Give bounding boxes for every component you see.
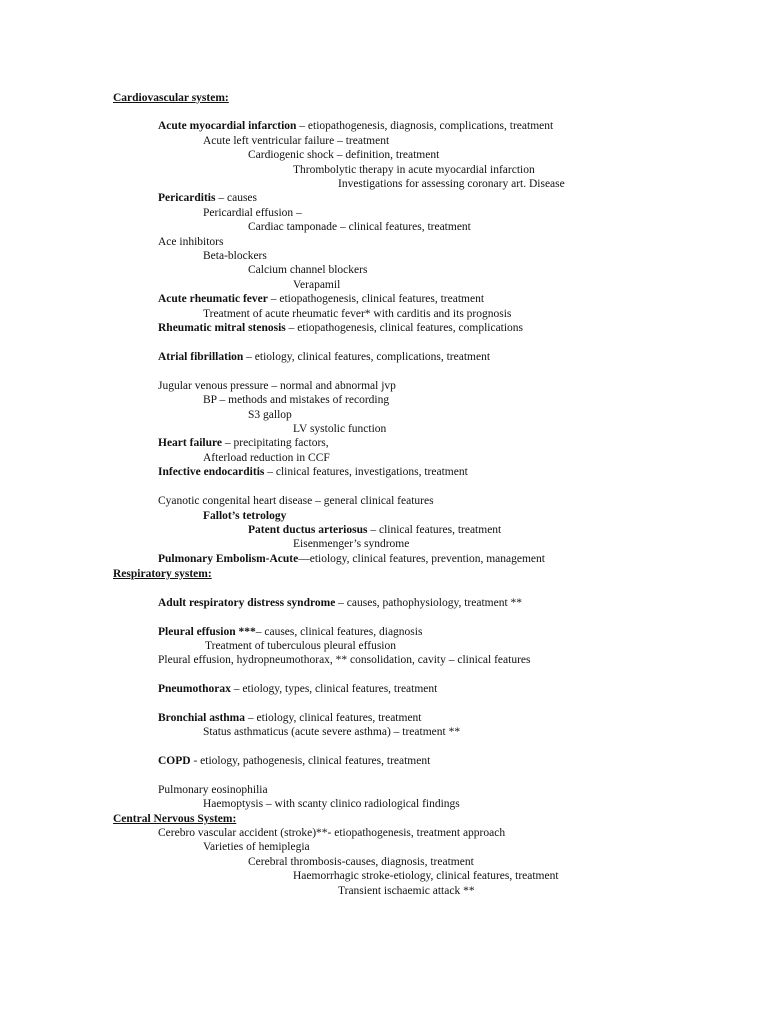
- detail: – etiopathogenesis, diagnosis, complications, treatment: [296, 120, 554, 132]
- detail: – etiopathogenesis, clinical features, complications: [285, 322, 524, 334]
- line-tia: Transient ischaemic attack **: [338, 885, 475, 897]
- term: Bronchial asthma: [158, 712, 246, 724]
- term: Acute myocardial infarction: [158, 120, 297, 132]
- line-status-asthmaticus: Status asthmaticus (acute severe asthma) – treatment **: [203, 726, 461, 738]
- line-acute-myocardial-infarction: [158, 119, 553, 133]
- term: Patent ductus arteriosus: [248, 524, 368, 536]
- line-jvp: Jugular venous pressure – normal and abnormal jvp: [158, 380, 396, 392]
- line-fallot: [203, 509, 286, 523]
- line-beta-blockers: Beta-blockers: [203, 250, 267, 262]
- term: Heart failure: [158, 437, 222, 449]
- detail: – etiology, types, clinical features, treatment: [230, 683, 438, 695]
- line-infective-endocarditis: [158, 465, 468, 479]
- line-haemorrhagic-stroke: Haemorrhagic stroke-etiology, clinical features, treatment: [293, 870, 559, 882]
- line-eisenmenger: Eisenmenger’s syndrome: [293, 538, 410, 550]
- term: Fallot’s tetrology: [203, 510, 287, 522]
- section-heading-cardiovascular: Cardiovascular system:: [113, 92, 229, 104]
- term: Atrial fibrillation: [158, 351, 244, 363]
- detail: – etiology, clinical features, complications, treatment: [243, 351, 491, 363]
- line-s3-gallop: S3 gallop: [248, 409, 292, 421]
- line-pulmonary-embolism: [158, 552, 545, 566]
- line-tb-pleural-effusion: Treatment of tuberculous pleural effusion: [205, 640, 396, 652]
- detail: – precipitating factors,: [221, 437, 329, 449]
- line-cardiogenic-shock: Cardiogenic shock – definition, treatment: [248, 149, 440, 161]
- section-heading-cns: Central Nervous System:: [113, 813, 237, 825]
- line-arf-treatment: Treatment of acute rheumatic fever* with carditis and its prognosis: [203, 308, 512, 320]
- term: Acute rheumatic fever: [158, 293, 268, 305]
- line-cardiac-tamponade: Cardiac tamponade – clinical features, treatment: [248, 221, 471, 233]
- line-thrombolytic-therapy: Thrombolytic therapy in acute myocardial infarction: [293, 164, 535, 176]
- line-cerebral-thrombosis: Cerebral thrombosis-causes, diagnosis, treatment: [248, 856, 474, 868]
- line-acute-lvf: Acute left ventricular failure – treatment: [203, 135, 390, 147]
- line-copd: [158, 754, 430, 768]
- section-heading-respiratory: Respiratory system:: [113, 568, 212, 580]
- detail: – clinical features, treatment: [367, 524, 502, 536]
- detail: – causes, clinical features, diagnosis: [255, 626, 423, 638]
- line-pulmonary-eosinophilia: Pulmonary eosinophilia: [158, 784, 268, 796]
- line-pda: [248, 523, 501, 537]
- line-acute-rheumatic-fever: [158, 292, 484, 306]
- line-haemoptysis: Haemoptysis – with scanty clinico radiological findings: [203, 798, 460, 810]
- line-heart-failure: [158, 436, 329, 450]
- line-pericarditis: [158, 191, 257, 205]
- line-cyanotic-chd: Cyanotic congenital heart disease – general clinical features: [158, 495, 434, 507]
- term: Pericarditis: [158, 192, 216, 204]
- term: Pleural effusion ***: [158, 626, 256, 638]
- detail: - etiology, pathogenesis, clinical features, treatment: [190, 755, 431, 767]
- line-investigations: Investigations for assessing coronary art. Disease: [338, 178, 565, 190]
- line-ace-inhibitors: Ace inhibitors: [158, 236, 224, 248]
- detail: —etiology, clinical features, prevention, management: [298, 553, 545, 565]
- line-afterload: Afterload reduction in CCF: [203, 452, 330, 464]
- detail: – causes: [215, 192, 257, 204]
- line-cva: Cerebro vascular accident (stroke)**- etiopathogenesis, treatment approach: [158, 827, 506, 839]
- term: Pulmonary Embolism-Acute: [158, 553, 299, 565]
- term: Pneumothorax: [158, 683, 231, 695]
- line-rheumatic-mitral-stenosis: [158, 321, 523, 335]
- term: Adult respiratory distress syndrome: [158, 597, 336, 609]
- line-bp: BP – methods and mistakes of recording: [203, 394, 390, 406]
- detail: – causes, pathophysiology, treatment **: [335, 597, 523, 609]
- line-pleural-hydropneumothorax: Pleural effusion, hydropneumothorax, ** consolidation, cavity – clinical features: [158, 654, 531, 666]
- detail: – clinical features, investigations, treatment: [264, 466, 468, 478]
- term: Infective endocarditis: [158, 466, 265, 478]
- detail: – etiopathogenesis, clinical features, treatment: [267, 293, 485, 305]
- line-bronchial-asthma: [158, 711, 422, 725]
- term: Rheumatic mitral stenosis: [158, 322, 286, 334]
- line-hemiplegia: Varieties of hemiplegia: [203, 841, 310, 853]
- line-ards: [158, 596, 522, 610]
- detail: – etiology, clinical features, treatment: [245, 712, 422, 724]
- line-verapamil: Verapamil: [293, 279, 341, 291]
- line-atrial-fibrillation: [158, 350, 490, 364]
- line-pericardial-effusion: Pericardial effusion –: [203, 207, 302, 219]
- line-pleural-effusion: [158, 625, 422, 639]
- line-calcium-channel-blockers: Calcium channel blockers: [248, 264, 368, 276]
- term: COPD: [158, 755, 191, 767]
- line-lv-systolic: LV systolic function: [293, 423, 387, 435]
- line-pneumothorax: [158, 682, 437, 696]
